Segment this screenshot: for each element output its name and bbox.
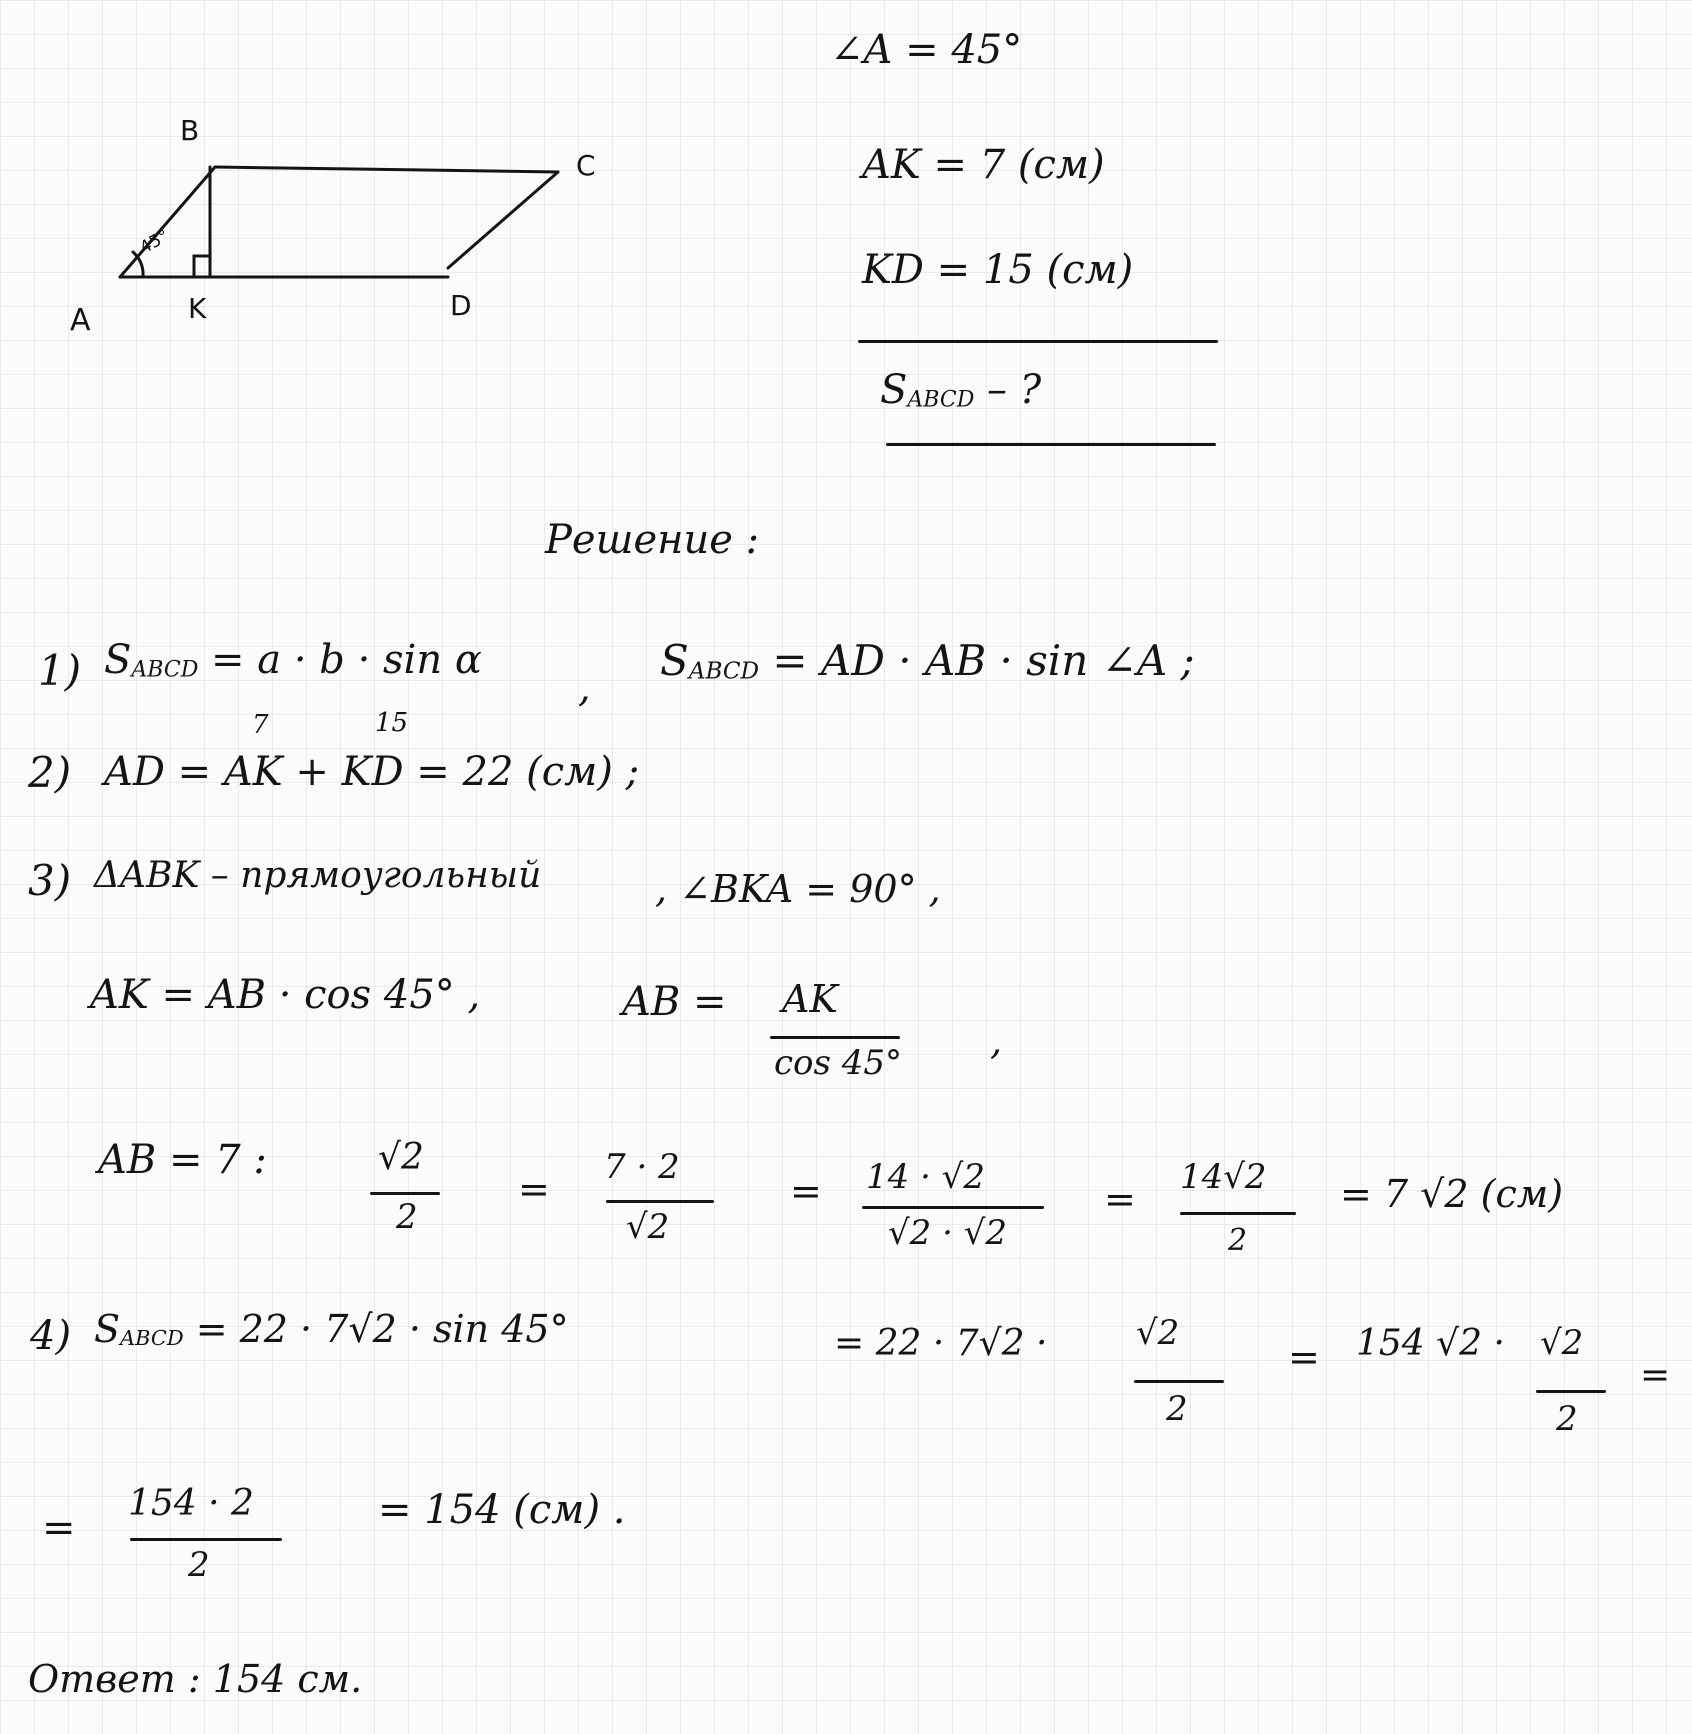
ab-f1-num: √2	[378, 1137, 424, 1178]
step4-f1-bar	[1134, 1380, 1224, 1383]
ab-f4-bar	[1180, 1212, 1296, 1215]
step3-ab-eq: AB =	[622, 979, 727, 1025]
ab-f1-den: 2	[396, 1197, 418, 1237]
step4-f2-num: √2	[1540, 1323, 1584, 1363]
given-ak: AK = 7 (см)	[862, 142, 1105, 188]
parallelogram-figure	[0, 0, 620, 340]
step1-expr: = a · b · sin α	[198, 637, 482, 683]
step1-formula2	[660, 636, 1195, 685]
step3-angle: , ∠BKA = 90° ,	[655, 867, 941, 911]
given-angle-a: ∠A = 45°	[830, 27, 1023, 73]
vertex-label-b: B	[180, 114, 200, 147]
find-sub: ABCD	[907, 387, 975, 413]
final-result: = 154 (см) .	[378, 1487, 626, 1533]
ab-eq3: =	[1104, 1177, 1136, 1221]
step2-number: 2)	[28, 748, 72, 797]
step1-sub: ABCD	[131, 657, 199, 683]
vertex-label-k: K	[188, 292, 207, 325]
final-num: 154 · 2	[128, 1483, 254, 1524]
ab-f1-bar	[370, 1192, 440, 1195]
ab-f4-den: 2	[1228, 1223, 1248, 1258]
step4-tail: =	[1640, 1355, 1671, 1396]
ab-eq2: =	[790, 1169, 822, 1213]
step4-eq: =	[1288, 1335, 1320, 1379]
step3-ak-line: AK = AB · cos 45° ,	[90, 972, 481, 1018]
ab-eq1: =	[518, 1167, 550, 1211]
step1-expr2: = AD · AB · sin ∠A ;	[759, 636, 1195, 685]
ab-calc-lhs: AB = 7 :	[98, 1137, 267, 1183]
answer-line: Ответ : 154 см.	[28, 1657, 363, 1701]
step4-f2-den: 2	[1556, 1399, 1578, 1439]
given-separator	[858, 340, 1218, 343]
right-angle-mark	[194, 256, 210, 277]
step1-s2: S	[660, 636, 689, 685]
step4-sub: ABCD	[120, 1326, 184, 1351]
find-s: S	[880, 367, 908, 413]
angle-arc	[133, 252, 143, 277]
ab-f4-num: 14√2	[1180, 1157, 1267, 1197]
step1-sub2: ABCD	[688, 658, 760, 685]
step2-over-7: 7	[252, 710, 269, 740]
step4-f1-num: √2	[1136, 1313, 1180, 1353]
final-den: 2	[188, 1545, 210, 1585]
step1-s: S	[104, 637, 132, 683]
step3-frac-bar	[770, 1036, 900, 1039]
final-bar	[130, 1538, 282, 1541]
angle-label: 45°	[136, 225, 173, 259]
find-underline	[886, 443, 1216, 446]
step3-frac-den: cos 45°	[774, 1043, 903, 1083]
vertex-label-d: D	[450, 289, 472, 322]
step4-expr1-text: = 22 · 7√2 · sin 45°	[183, 1307, 569, 1351]
step1-comma: ,	[578, 665, 591, 711]
step1-number: 1)	[38, 646, 82, 695]
step3-frac-num: AK	[782, 977, 838, 1021]
step4-f2-bar	[1536, 1390, 1606, 1393]
step4-expr1	[94, 1307, 569, 1351]
side-bc	[215, 167, 558, 172]
step1-formula	[104, 637, 482, 683]
ab-f3-num: 14 · √2	[866, 1157, 985, 1197]
step2-text: AD = AK + KD = 22 (см) ;	[104, 749, 640, 795]
vertex-label-a: A	[70, 303, 91, 338]
step3-triangle: ΔABK – прямоугольный	[94, 855, 542, 896]
vertex-label-c: C	[576, 149, 596, 182]
final-eq: =	[42, 1505, 76, 1551]
ab-f3-den: √2 · √2	[888, 1213, 1008, 1253]
step3-comma: ,	[990, 1019, 1003, 1063]
side-cd	[448, 172, 558, 268]
ab-f2-den: √2	[626, 1207, 670, 1247]
side-ab	[120, 167, 215, 277]
solution-heading: Решение :	[545, 517, 760, 563]
step4-expr2: = 22 · 7√2 ·	[834, 1323, 1048, 1364]
step4-s: S	[94, 1307, 121, 1351]
ab-f2-num: 7 · 2	[604, 1147, 680, 1187]
step3-number: 3)	[28, 856, 72, 905]
step2-over-15: 15	[375, 708, 409, 738]
ab-result: = 7 √2 (см)	[1340, 1172, 1564, 1216]
step4-f1-den: 2	[1166, 1389, 1188, 1429]
step4-expr3: 154 √2 ·	[1356, 1323, 1505, 1364]
ab-f2-bar	[606, 1200, 714, 1203]
find-tail: – ?	[974, 367, 1042, 413]
step4-number: 4)	[30, 1313, 72, 1359]
find-area	[880, 367, 1042, 413]
given-kd: KD = 15 (см)	[862, 247, 1134, 293]
ab-f3-bar	[862, 1206, 1044, 1209]
